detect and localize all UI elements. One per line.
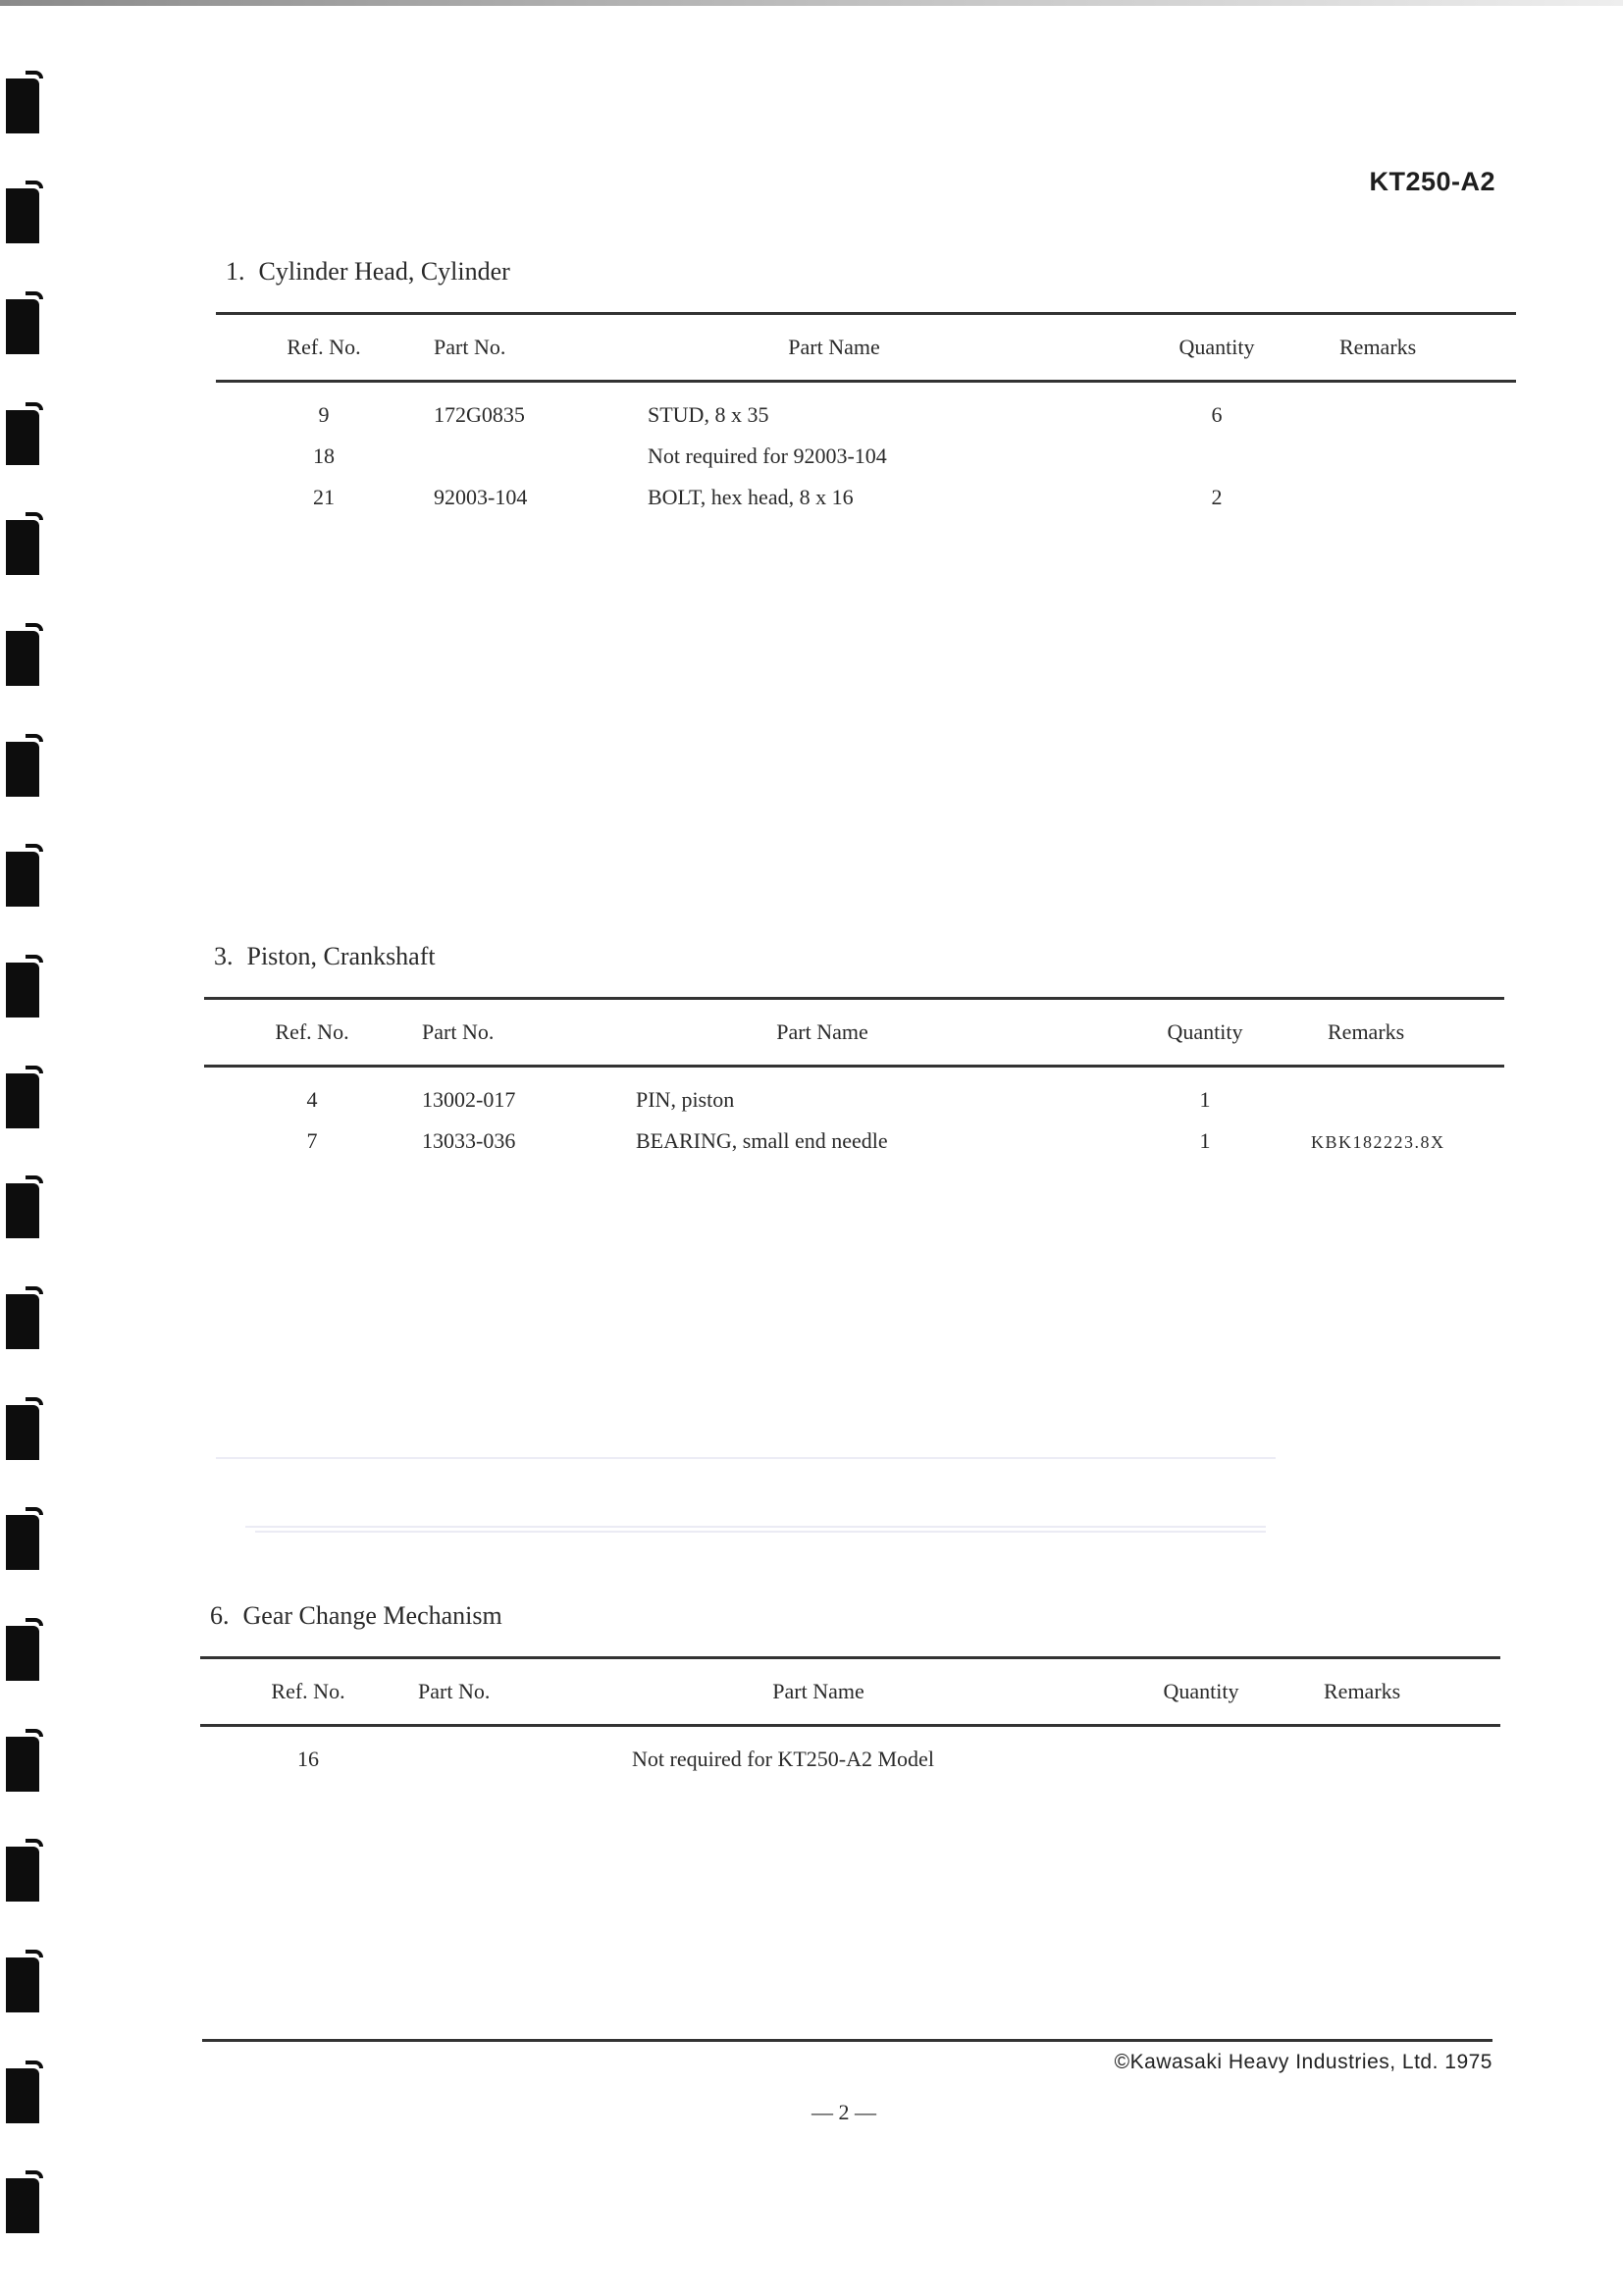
table-row <box>216 485 1516 526</box>
col-remarks: Remarks <box>1328 1019 1405 1044</box>
bleed-through-marks <box>216 1364 1295 1619</box>
section-piston-crankshaft <box>204 942 1504 1170</box>
quantity: 1 <box>1199 1087 1211 1112</box>
col-part-no: Part No. <box>434 335 506 359</box>
binding-hole <box>6 742 39 797</box>
ref-no: 7 <box>306 1128 318 1153</box>
quantity: 2 <box>1211 485 1223 509</box>
section-title: 6. Gear Change Mechanism <box>210 1601 502 1630</box>
binding-hole <box>6 1737 39 1792</box>
part-name: Not required for 92003-104 <box>648 444 887 468</box>
col-part-name: Part Name <box>772 1679 864 1703</box>
binding-hole <box>6 1405 39 1460</box>
col-part-no: Part No. <box>418 1679 491 1703</box>
binding-hole <box>6 1073 39 1128</box>
part-name: STUD, 8 x 35 <box>648 402 769 427</box>
binding-hole <box>6 852 39 907</box>
binding-hole <box>6 1294 39 1349</box>
section-gear-change <box>200 1601 1500 1788</box>
binding-hole <box>6 299 39 354</box>
quantity: 6 <box>1211 402 1223 427</box>
table-row <box>204 1128 1504 1170</box>
copyright-notice: ©Kawasaki Heavy Industries, Ltd. 1975 <box>1114 2051 1492 2073</box>
ref-no: 18 <box>313 444 335 468</box>
col-quantity: Quantity <box>1163 1679 1239 1703</box>
binding-hole <box>6 188 39 243</box>
col-part-name: Part Name <box>776 1019 868 1044</box>
binding-hole <box>6 1957 39 2012</box>
part-name: BEARING, small end needle <box>636 1128 888 1153</box>
section-cylinder-head <box>216 257 1516 526</box>
table-row <box>200 1747 1500 1788</box>
table-header <box>216 315 1516 380</box>
model-code: KT250-A2 <box>1369 167 1495 196</box>
col-quantity: Quantity <box>1178 335 1255 359</box>
part-no: 92003-104 <box>434 485 528 509</box>
binding-holes <box>0 0 59 2296</box>
section-title: 3. Piston, Crankshaft <box>214 942 436 970</box>
table-row <box>204 1087 1504 1128</box>
part-name: BOLT, hex head, 8 x 16 <box>648 485 854 509</box>
binding-hole <box>6 631 39 686</box>
ref-no: 21 <box>313 485 335 509</box>
col-ref-no: Ref. No. <box>275 1019 349 1044</box>
binding-hole <box>6 1626 39 1681</box>
part-name: PIN, piston <box>636 1087 735 1112</box>
binding-hole <box>6 1183 39 1238</box>
remarks: KBK182223.8X <box>1311 1132 1445 1152</box>
binding-hole <box>6 78 39 133</box>
scan-edge <box>0 0 1623 6</box>
page-number: — 2 — <box>812 2100 876 2124</box>
section-title: 1. Cylinder Head, Cylinder <box>226 257 510 286</box>
part-name: Not required for KT250-A2 Model <box>632 1747 934 1771</box>
binding-hole <box>6 2068 39 2123</box>
col-ref-no: Ref. No. <box>271 1679 345 1703</box>
part-no: 13002-017 <box>422 1087 516 1112</box>
col-ref-no: Ref. No. <box>287 335 361 359</box>
table-header <box>204 1000 1504 1065</box>
ref-no: 4 <box>306 1087 318 1112</box>
col-remarks: Remarks <box>1339 335 1417 359</box>
binding-hole <box>6 520 39 575</box>
binding-hole <box>6 1515 39 1570</box>
table-row <box>216 402 1516 444</box>
col-quantity: Quantity <box>1167 1019 1243 1044</box>
table-header <box>200 1659 1500 1724</box>
table-row <box>216 444 1516 485</box>
part-no: 172G0835 <box>434 402 525 427</box>
col-part-no: Part No. <box>422 1019 495 1044</box>
quantity: 1 <box>1199 1128 1211 1153</box>
binding-hole <box>6 963 39 1018</box>
binding-hole <box>6 1847 39 1902</box>
col-part-name: Part Name <box>788 335 880 359</box>
part-no: 13033-036 <box>422 1128 516 1153</box>
col-remarks: Remarks <box>1324 1679 1401 1703</box>
binding-hole <box>6 410 39 465</box>
ref-no: 16 <box>297 1747 319 1771</box>
footer-rule <box>202 2039 1492 2042</box>
ref-no: 9 <box>318 402 330 427</box>
binding-hole <box>6 2178 39 2233</box>
